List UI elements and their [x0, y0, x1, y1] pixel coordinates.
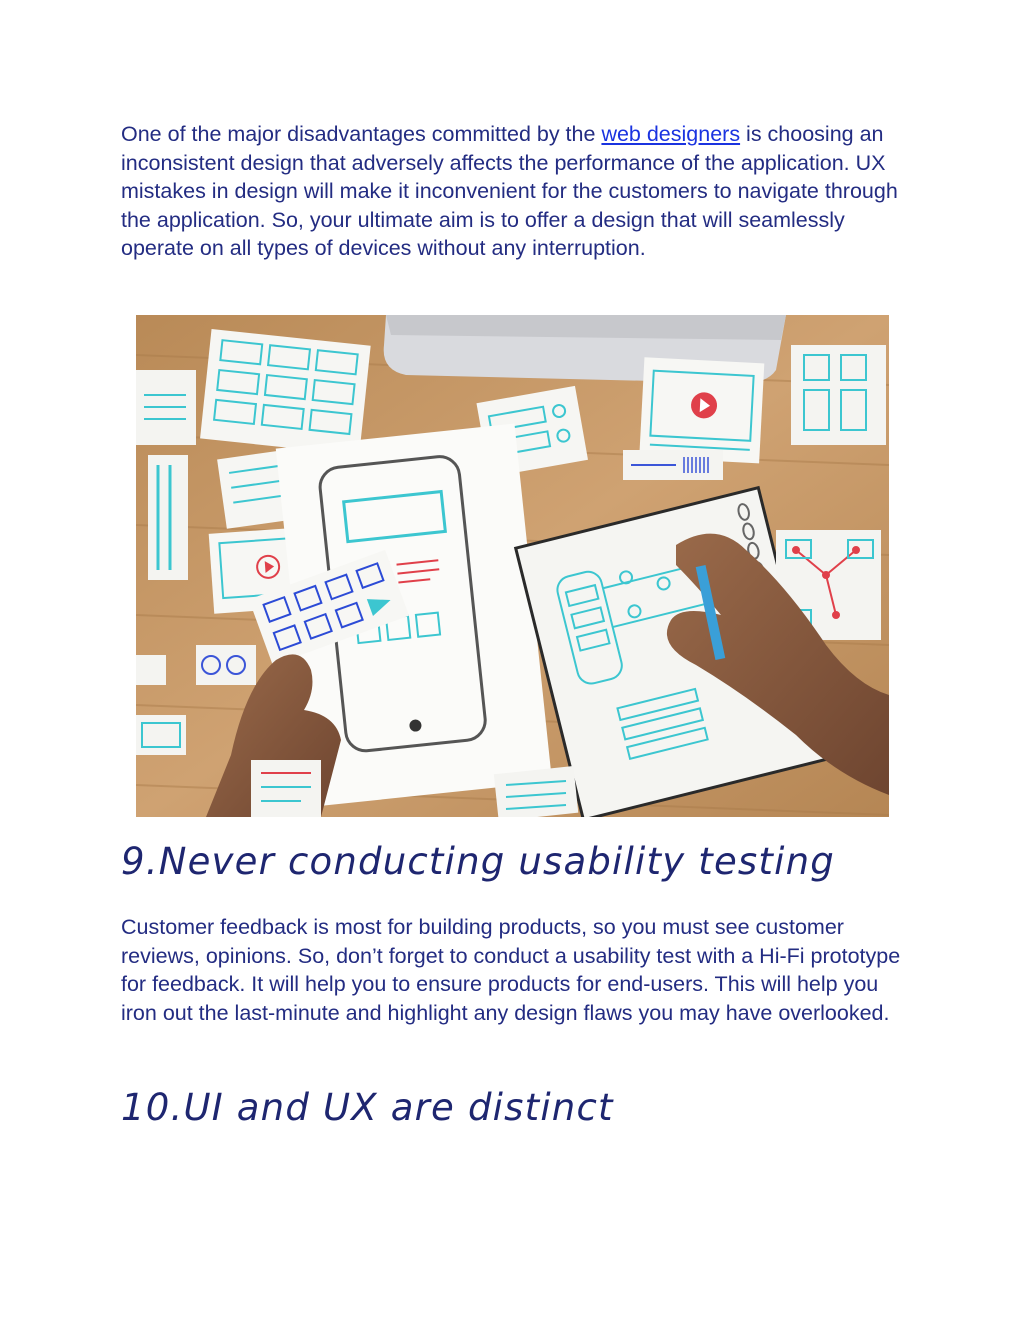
section-9-paragraph: Customer feedback is most for building products, so you must see customer reviews, opinions. So, don’t forget to conduct a usability test with a Hi-Fi prototype for feedback. It will help you to ensure products for end-users. This will help you iron out the last-minute and highlight any design flaws you may have overlooked.: [121, 915, 901, 1025]
intro-text-start: One of the major disadvantages committed by the: [121, 122, 602, 146]
web-designers-link[interactable]: web designers: [601, 122, 741, 146]
intro-text-end: is choosing an inconsistent design that adversely affects the performance of the application. UX mistakes in design will make it inconvenient for the customers to navigate through the application. So, your ultimate aim is to offer a design that will seamlessly operate on all types of devices without any interruption.: [121, 122, 898, 260]
section-10-heading: 10.UI and UX are distinct: [121, 1086, 614, 1129]
section-9-heading: 9.Never conducting usability testing: [121, 840, 835, 883]
wireframe-sketch-photo: [136, 315, 889, 817]
intro-paragraph: [121, 120, 911, 263]
